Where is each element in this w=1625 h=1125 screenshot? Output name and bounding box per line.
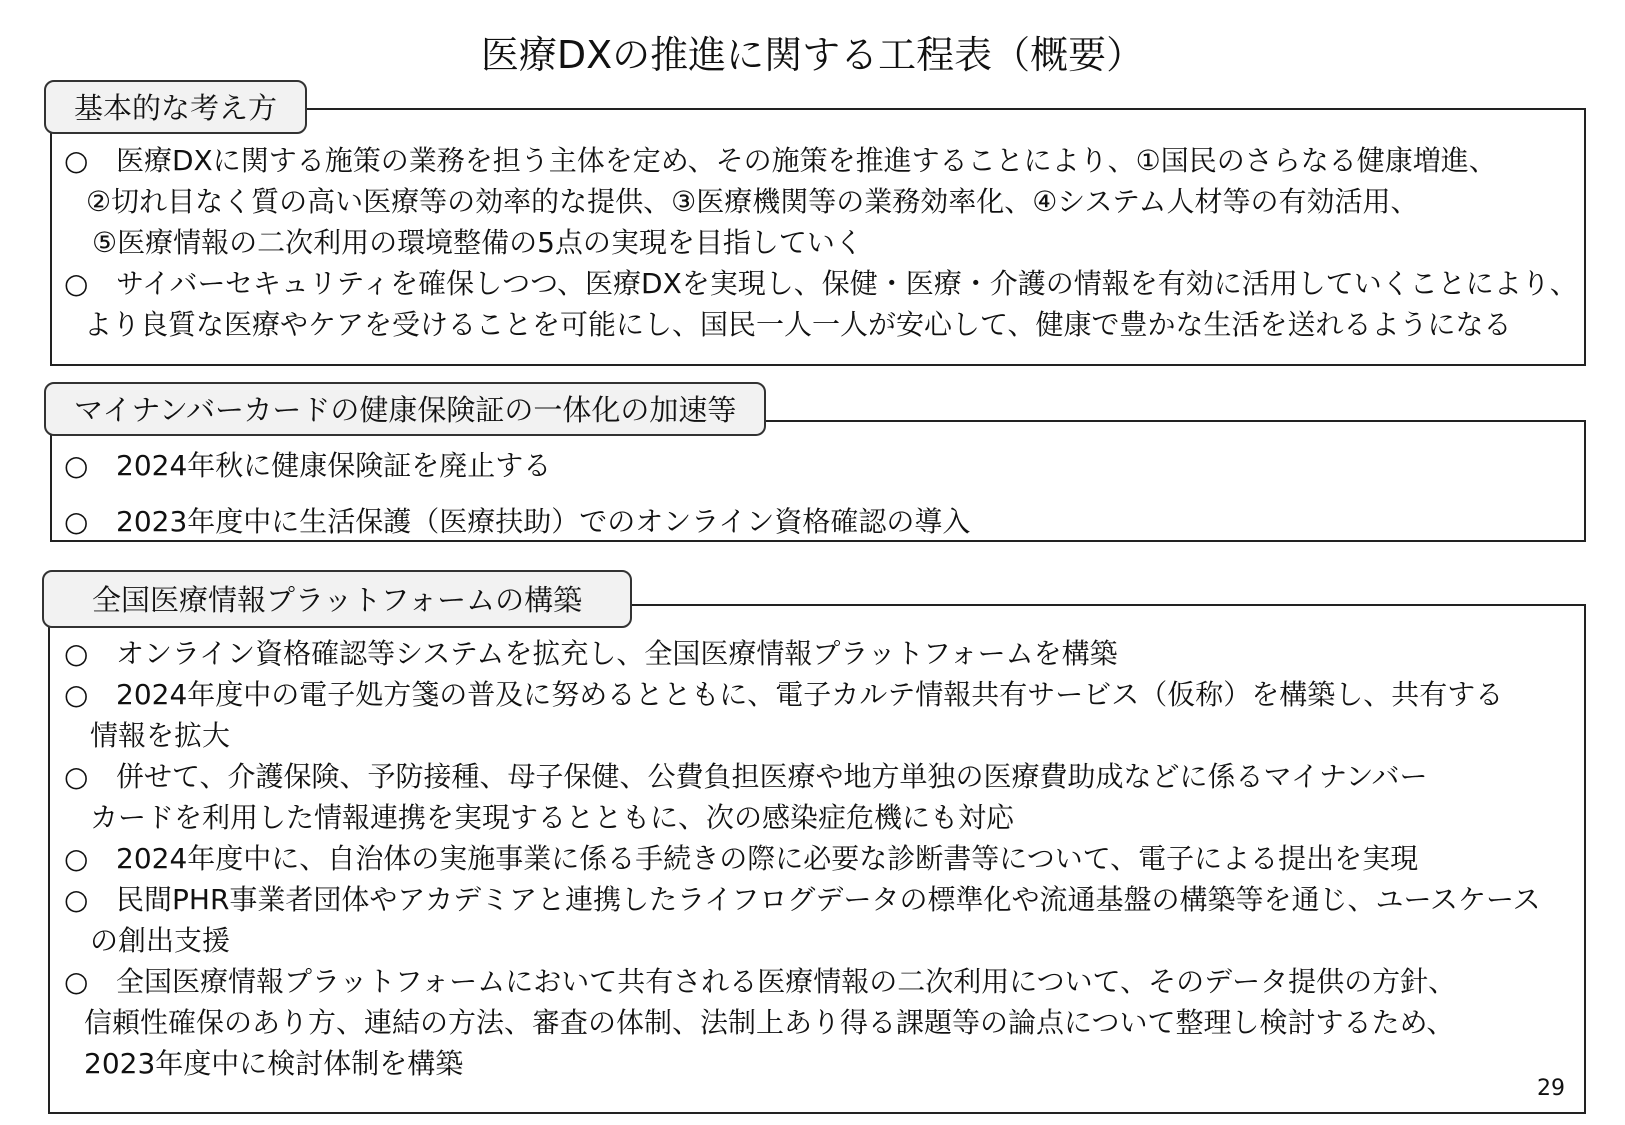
- list-item-continuation: ②切れ目なく質の高い医療等の効率的な提供、③医療機関等の業務効率化、④システム人材等の有効活用、: [86, 185, 1419, 218]
- bullet-icon: ○: [64, 760, 89, 793]
- list-item-continuation: ⑤医療情報の二次利用の環境整備の5点の実現を目指していく: [92, 226, 863, 259]
- bullet-icon: ○: [64, 144, 89, 177]
- list-item: ○ 全国医療情報プラットフォームにおいて共有される医療情報の二次利用について、そのデータ提供の方針、: [64, 961, 1541, 1002]
- list-item: ○ 民間PHR事業者団体やアカデミアと連携したライフログデータの標準化や流通基盤の構築等を通じ、ユースケース: [64, 879, 1541, 920]
- bullet-icon: ○: [64, 637, 89, 670]
- bullet-icon: ○: [64, 449, 89, 482]
- bullet-icon: ○: [64, 505, 89, 538]
- list-item: ○ 医療DXに関する施策の業務を担う主体を定め、その施策を推進することにより、①国民のさらなる健康増進、: [64, 140, 1578, 181]
- section-basic-approach-heading: 基本的な考え方: [44, 80, 307, 134]
- list-item: ○ サイバーセキュリティを確保しつつ、医療DXを実現し、保健・医療・介護の情報を有効に活用していくことにより、: [64, 263, 1578, 304]
- section-platform-heading: 全国医療情報プラットフォームの構築: [42, 570, 632, 628]
- section-mynumber-heading: マイナンバーカードの健康保険証の一体化の加速等: [44, 382, 766, 436]
- section-basic-approach-text: [64, 140, 1578, 345]
- list-item: ○ 2024年度中の電子処方箋の普及に努めるとともに、電子カルテ情報共有サービス（仮称）を構築し、共有する: [64, 674, 1541, 715]
- list-item-continuation: カードを利用した情報連携を実現するとともに、次の感染症危機にも対応: [90, 801, 1015, 834]
- list-item: ○ オンライン資格確認等システムを拡充し、全国医療情報プラットフォームを構築: [64, 633, 1541, 674]
- section-mynumber-text: [64, 438, 970, 550]
- list-item-continuation: より良質な医療やケアを受けることを可能にし、国民一人一人が安心して、健康で豊かな生活を送れるようになる: [84, 308, 1512, 341]
- bullet-icon: ○: [64, 267, 89, 300]
- list-item-continuation: 2023年度中に検討体制を構築: [84, 1047, 464, 1080]
- list-item: ○ 併せて、介護保険、予防接種、母子保健、公費負担医療や地方単独の医療費助成などに係るマイナンバー: [64, 756, 1541, 797]
- list-item: ○ 2023年度中に生活保護（医療扶助）でのオンライン資格確認の導入: [64, 494, 970, 550]
- page-title: 医療DXの推進に関する工程表（概要）: [480, 33, 1145, 77]
- page-number: 29: [1537, 1076, 1565, 1101]
- list-item: ○ 2024年度中に、自治体の実施事業に係る手続きの際に必要な診断書等について、電子による提出を実現: [64, 838, 1541, 879]
- list-item-continuation: 信頼性確保のあり方、連結の方法、審査の体制、法制上あり得る課題等の論点について整理し検討するため、: [84, 1006, 1455, 1039]
- bullet-icon: ○: [64, 842, 89, 875]
- list-item-continuation: の創出支援: [90, 924, 231, 957]
- section-platform-text: [64, 633, 1541, 1084]
- list-item: ○ 2024年秋に健康保険証を廃止する: [64, 438, 970, 494]
- list-item-continuation: 情報を拡大: [90, 719, 231, 752]
- bullet-icon: ○: [64, 965, 89, 998]
- bullet-icon: ○: [64, 883, 89, 916]
- bullet-icon: ○: [64, 678, 89, 711]
